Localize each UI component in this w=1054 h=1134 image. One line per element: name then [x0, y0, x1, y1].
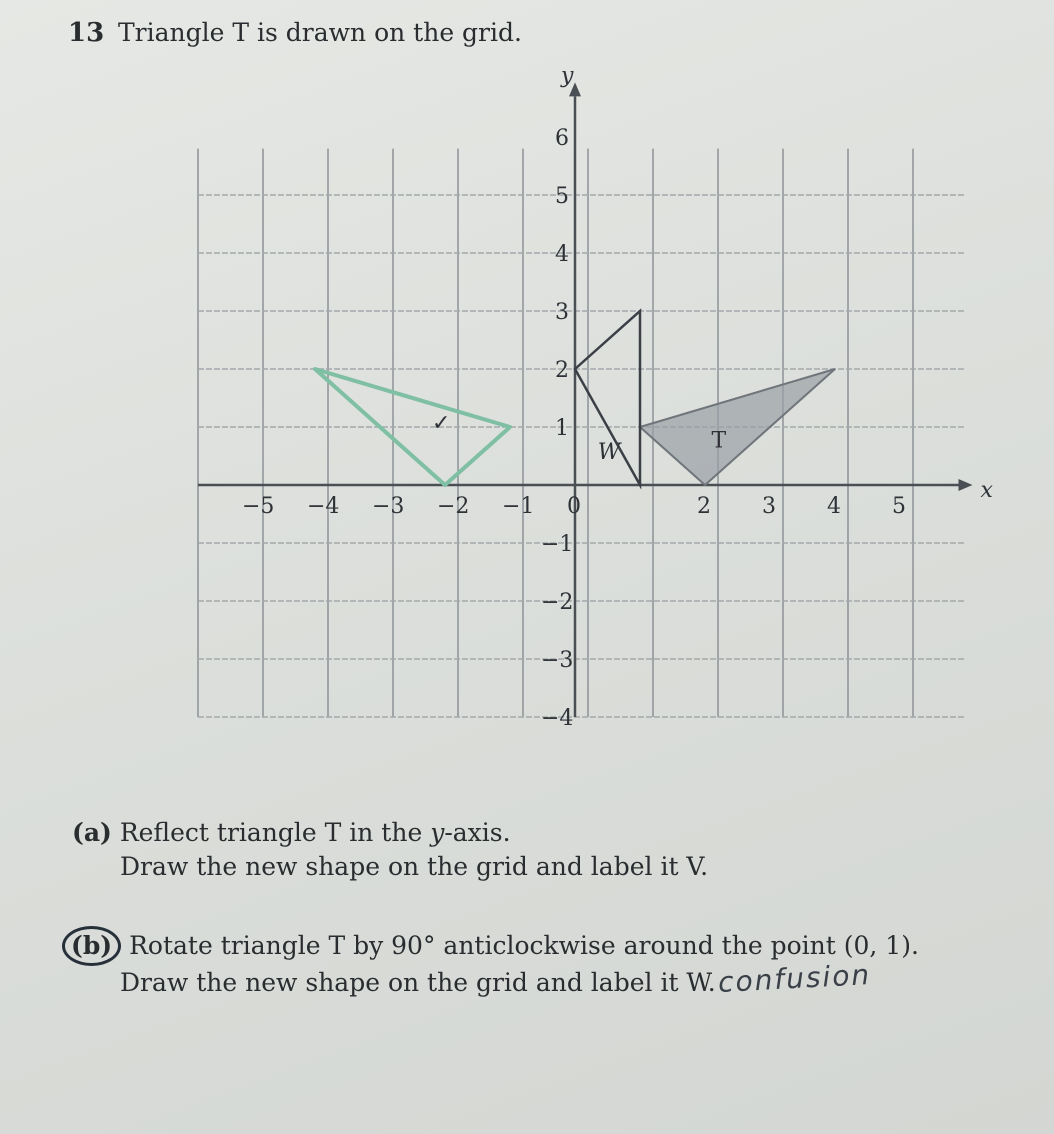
part-a-line1-prefix: Reflect triangle T in the [119, 818, 431, 847]
x-tick-label: 5 [892, 494, 906, 519]
y-tick-label: −1 [541, 532, 574, 557]
handwritten-note: confusion [717, 958, 872, 999]
part-a-label: (a) [72, 818, 112, 847]
part-b-point: (0, 1). [843, 931, 919, 960]
part-a-line1-var: y [430, 818, 445, 847]
triangle-t [640, 369, 835, 485]
y-tick-label: −4 [541, 706, 574, 731]
grid-lines [198, 149, 965, 717]
triangle-t-label: T [711, 428, 727, 454]
check-mark: ✓ [432, 410, 451, 436]
y-tick-label: 6 [555, 126, 569, 151]
part-b-line1-mid: anticlockwise around the point [435, 931, 844, 960]
part-b-angle: 90° [391, 931, 436, 960]
x-axis-arrow [959, 479, 973, 491]
x-tick-label: 4 [827, 494, 841, 519]
y-tick-label: −2 [541, 590, 574, 615]
part-a [72, 816, 708, 884]
x-tick-label: −3 [372, 494, 405, 519]
x-tick-label: −5 [242, 494, 275, 519]
part-a-line1-suffix: -axis. [444, 818, 511, 847]
y-tick-label: 3 [555, 300, 569, 325]
x-tick-label: −1 [502, 494, 535, 519]
question-intro: Triangle T is drawn on the grid. [118, 18, 522, 47]
y-tick-label: 4 [555, 242, 569, 267]
part-a-line2: Draw the new shape on the grid and label it V. [120, 852, 709, 881]
part-b-label: (b) [62, 926, 121, 966]
question-number: 13 [68, 18, 105, 48]
x-axis-label: x [980, 478, 993, 503]
x-tick-label: −4 [307, 494, 340, 519]
triangle-w-label: W [597, 439, 621, 465]
y-tick-label: −3 [541, 648, 574, 673]
x-tick-label: −2 [437, 494, 470, 519]
x-tick-label: 0 [567, 494, 581, 519]
part-b-line2: Draw the new shape on the grid and label it W. [120, 968, 716, 997]
x-tick-label: 2 [697, 494, 711, 519]
y-tick-label: 1 [555, 416, 569, 441]
x-tick-label: 3 [762, 494, 776, 519]
y-axis-label: y [561, 63, 574, 89]
y-tick-label: 2 [555, 358, 569, 383]
y-tick-label: 5 [555, 184, 569, 209]
part-b-line1-prefix: Rotate triangle T by [129, 931, 392, 960]
axes [198, 63, 994, 717]
